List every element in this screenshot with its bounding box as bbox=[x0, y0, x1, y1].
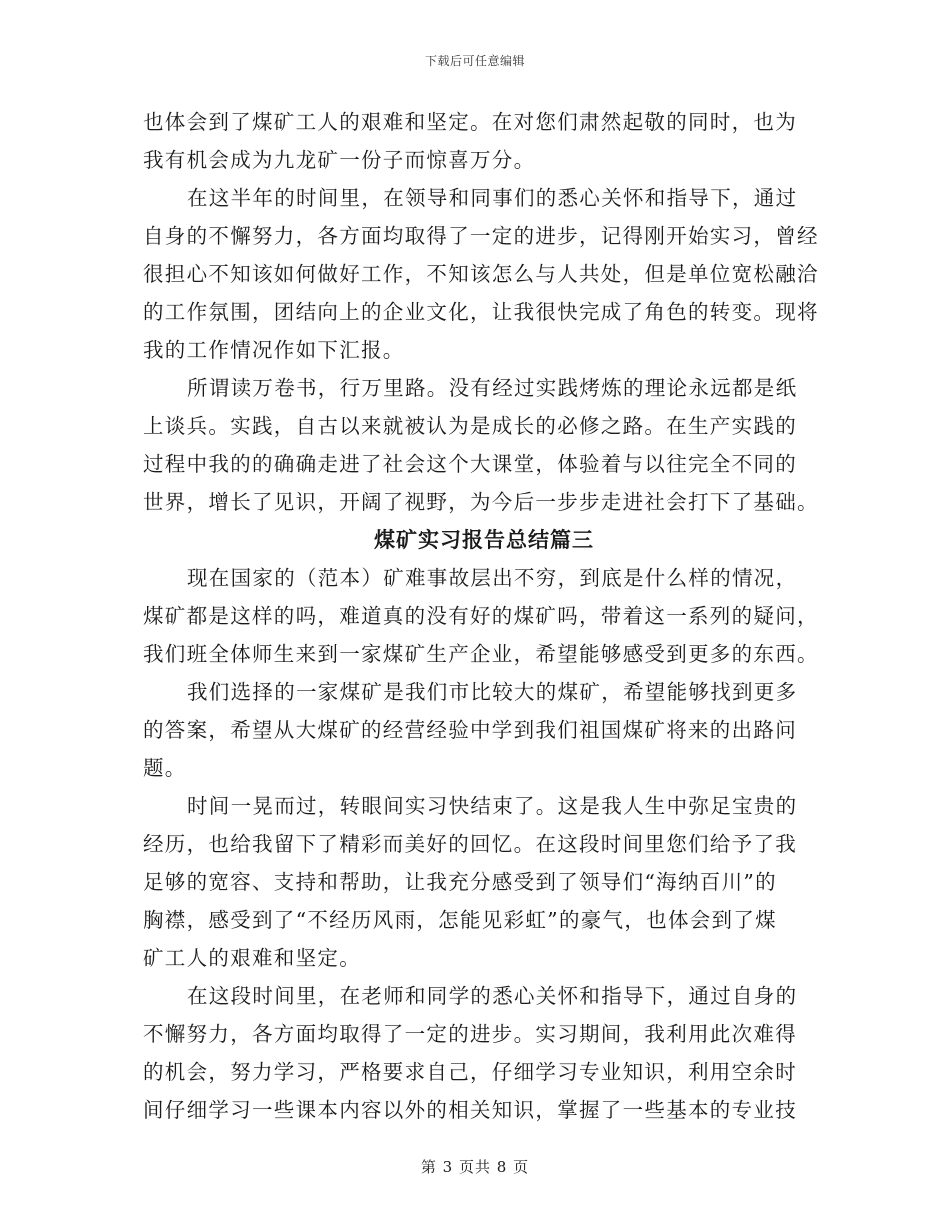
paragraph bbox=[143, 559, 819, 673]
text-line: 所谓读万卷书，行万里路。没有经过实践烤炼的理论永远都是纸 bbox=[187, 376, 798, 400]
paragraph bbox=[143, 103, 807, 179]
text-line: 胸襟，感受到了“不经历风雨，怎能见彩虹”的豪气，也体会到了煤 bbox=[143, 908, 777, 932]
text-line: 的工作氛围，团结向上的企业文化，让我很快完成了角色的转变。现将 bbox=[143, 300, 819, 324]
text-line: 经历，也给我留下了精彩而美好的回忆。在这段时间里您们给予了我 bbox=[143, 832, 797, 856]
section-title: 煤矿实习报告总结篇三 bbox=[374, 527, 594, 552]
text-line: 的答案，希望从大煤矿的经营经验中学到我们祖国煤矿将来的出路问 bbox=[143, 718, 797, 742]
text-line: 煤矿都是这样的吗，难道真的没有好的煤矿吗，带着这一系列的疑问， bbox=[143, 604, 819, 628]
text-line: 很担心不知该如何做好工作，不知该怎么与人共处，但是单位宽松融洽 bbox=[143, 262, 819, 286]
text-line: 矿工人的艰难和坚定。 bbox=[143, 946, 361, 970]
document-body bbox=[143, 103, 819, 1129]
text-line: 我的工作情况作如下汇报。 bbox=[143, 338, 405, 362]
page-header: 下载后可任意编辑 bbox=[424, 54, 525, 68]
text-line: 足够的宽容、支持和帮助，让我充分感受到了领导们“海纳百川”的 bbox=[143, 870, 777, 894]
text-line: 在这段时间里，在老师和同学的悉心关怀和指导下，通过自身的 bbox=[187, 984, 798, 1008]
paragraph bbox=[143, 977, 807, 1129]
text-line: 在这半年的时间里，在领导和同事们的悉心关怀和指导下，通过 bbox=[187, 186, 798, 210]
text-line: 题。 bbox=[143, 756, 187, 780]
paragraph bbox=[143, 787, 807, 977]
text-line: 现在国家的（范本）矿难事故层出不穷，到底是什么样的情况， bbox=[187, 566, 798, 590]
page-number: 第 3 页共 8 页 bbox=[420, 1158, 530, 1176]
text-line: 自身的不懈努力，各方面均取得了一定的进步，记得刚开始实习，曾经 bbox=[143, 224, 819, 248]
text-line: 我有机会成为九龙矿一份子而惊喜万分。 bbox=[143, 148, 536, 172]
text-line: 上谈兵。实践，自古以来就被认为是成长的必修之路。在生产实践的 bbox=[143, 414, 797, 438]
text-line: 的机会，努力学习，严格要求自己，仔细学习专业知识，利用空余时 bbox=[143, 1060, 797, 1084]
text-line: 世界，增长了见识，开阔了视野，为今后一步步走进社会打下了基础。 bbox=[143, 490, 819, 514]
text-line: 间仔细学习一些课本内容以外的相关知识，掌握了一些基本的专业技 bbox=[143, 1098, 797, 1122]
paragraph bbox=[143, 369, 819, 521]
text-line: 过程中我的的确确走进了社会这个大课堂，体验着与以往完全不同的 bbox=[143, 452, 797, 476]
text-line: 不懈努力，各方面均取得了一定的进步。实习期间，我利用此次难得 bbox=[143, 1022, 797, 1046]
paragraph bbox=[143, 179, 819, 369]
text-line: 我们班全体师生来到一家煤矿生产企业，希望能够感受到更多的东西。 bbox=[143, 642, 819, 666]
paragraph bbox=[143, 673, 807, 787]
text-line: 也体会到了煤矿工人的艰难和坚定。在对您们肃然起敬的同时，也为 bbox=[143, 110, 797, 134]
text-line: 时间一晃而过，转眼间实习快结束了。这是我人生中弥足宝贵的 bbox=[187, 794, 798, 818]
text-line: 我们选择的一家煤矿是我们市比较大的煤矿，希望能够找到更多 bbox=[187, 680, 798, 704]
